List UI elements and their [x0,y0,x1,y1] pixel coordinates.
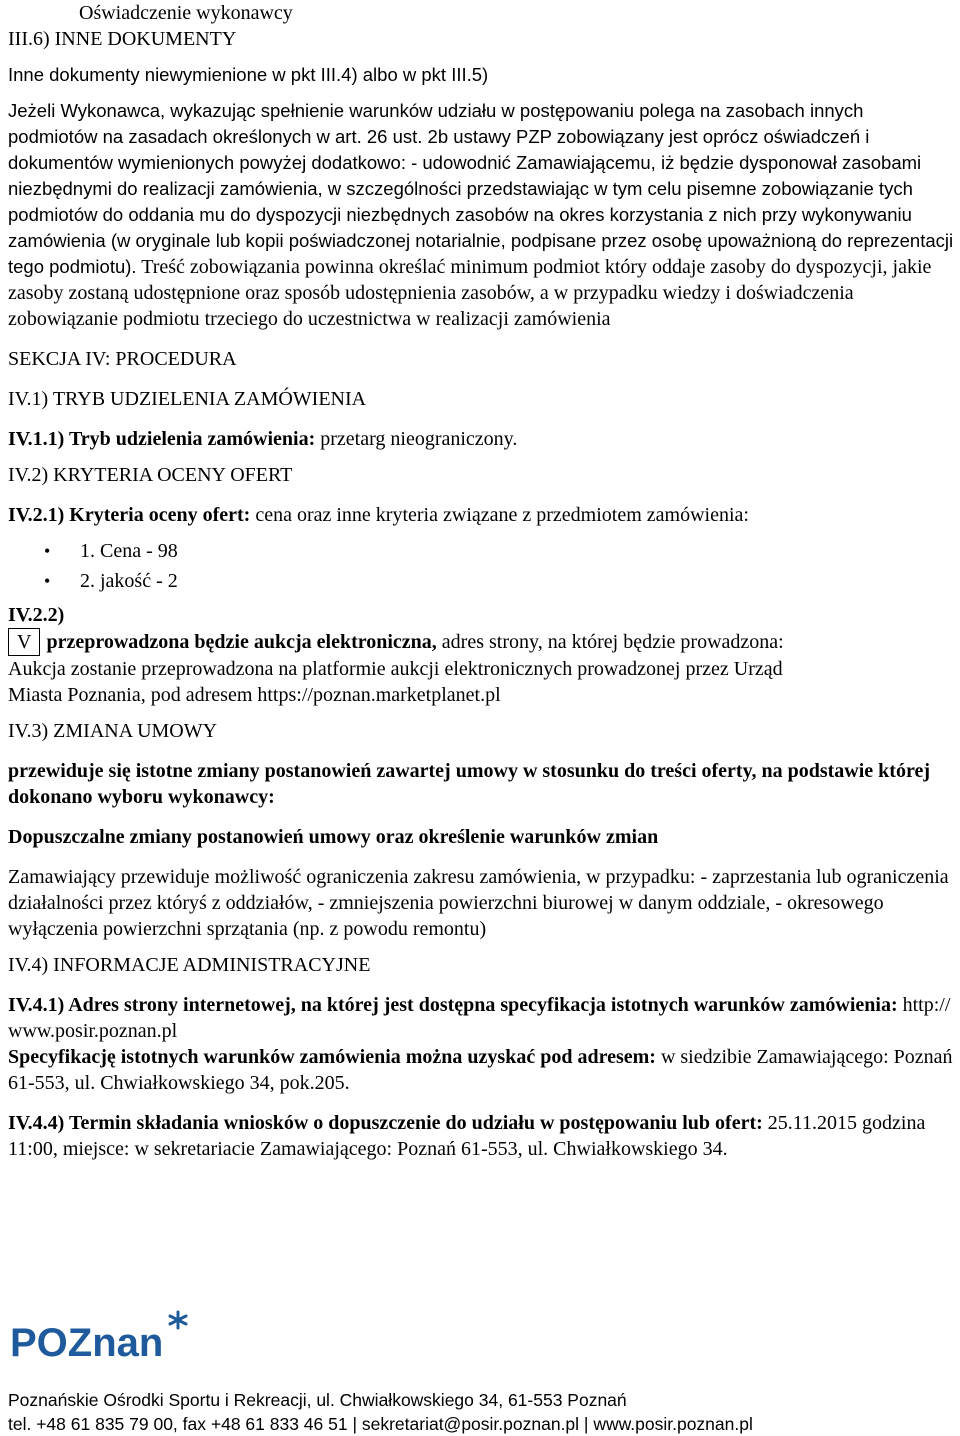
iii6-paragraph-b: Treść zobowiązania powinna określać minimum podmiot który oddaje zasoby do dyspozycji, jakie zasoby zostaną udostępnione oraz sposób udostępnienia zasobów, a w przypadku wiedzy i doświadczenia zobowiązanie podmiotu trzeciego do uczestnictwa w realizacji zamówienia [8,256,932,330]
iv11-value: przetarg nieograniczony. [315,428,518,450]
criteria-item: • 2. jakość - 2 [44,566,956,596]
iv41-label-2: Specyfikację istotnych warunków zamówienia można uzyskać pod adresem: [8,1046,656,1068]
iv21-line [8,502,956,528]
iv41-paragraph-2 [8,1044,956,1096]
iv3-bold-line: Dopuszczalne zmiany postanowień umowy oraz określenie warunków zmian [8,826,659,848]
iv3-heading: IV.3) ZMIANA UMOWY [8,720,218,742]
criteria-item: • 1. Cena - 98 [44,536,956,566]
iv44-label: IV.4.4) Termin składania wniosków o dopuszczenie do udziału w postępowaniu lub ofert: [8,1112,763,1134]
iii6-text: Inne dokumenty niewymienione w pkt III.4) albo w pkt III.5) [8,64,489,85]
iv1-heading: IV.1) TRYB UDZIELENIA ZAMÓWIENIA [8,388,367,410]
iv2-heading: IV.2) KRYTERIA OCENY OFERT [8,464,293,486]
iii6-paragraph-a: Jeżeli Wykonawca, wykazując spełnienie warunków udziału w postępowaniu polega na zasobach innych podmiotów na zasadach określonych w art. 26 ust. 2b ustawy PZP zobowiązany jest oprócz oświadczeń i dokumentów wymienionych powyżej dodatkowo: - udowodnić Zamawiającemu, iż będzie dysponował zasobami niezbędnymi do realizacji zamówienia, w szczególności przedstawiając w tym celu pisemne zobowiązanie tych podmiotów do oddania mu do dyspozycji niezbędnych zasobów na okres korzystania z nich przy wykonywaniu zamówienia (w oryginale lub kopii poświadczonej notarialnie, podpisane przez osobę upoważnioną do reprezentacji tego podmiotu). [8,100,954,277]
iv41-label: IV.4.1) Adres strony internetowej, na której jest dostępna specyfikacja istotnych warunków zamówienia: [8,994,898,1016]
document-body [8,0,956,1162]
iv41-value-2: w siedzibie Zamawiającego: Poznań 61-553, ul. Chwiałkowskiego 34, pok.205. [8,1046,953,1094]
iv4-heading: IV.4) INFORMACJE ADMINISTRACYJNE [8,954,371,976]
iv22-rest: adres strony, na której będzie prowadzona: [436,631,784,653]
iv21-label: IV.2.1) Kryteria oceny ofert: [8,504,251,526]
iv22-bold: przeprowadzona będzie aukcja elektroniczna, [46,631,437,653]
iv11-label: IV.1.1) Tryb udzielenia zamówienia: [8,428,316,450]
auction-checkbox: V [8,628,40,656]
iii6-paragraph [8,98,956,332]
poznan-logo [8,1308,193,1366]
iv22-line2: Aukcja zostanie przeprowadzona na platformie aukcji elektronicznych prowadzonej przez Urząd [8,658,783,680]
iv21-value: cena oraz inne kryteria związane z przedmiotem zamówienia: [250,504,749,526]
iv44-paragraph [8,1110,956,1162]
iv22-line3: Miasta Poznania, pod adresem https://poznan.marketplanet.pl [8,684,501,706]
section-iii6-heading: III.6) INNE DOKUMENTY [8,28,237,50]
doc-top-line: Oświadczenie wykonawcy [79,2,293,24]
iv41-value: http:// www.posir.poznan.pl [8,994,951,1042]
iv22-label: IV.2.2) [8,604,65,626]
section-iv-heading: SEKCJA IV: PROCEDURA [8,348,237,370]
iv41-paragraph [8,992,956,1044]
footer-contact: tel. +48 61 835 79 00, fax +48 61 833 46 51 | sekretariat@posir.poznan.pl | www.posir.poznan.pl [8,1414,753,1434]
footer [8,1308,956,1436]
criteria-list [8,536,956,596]
iv44-value: 25.11.2015 godzina 11:00, miejsce: w sekretariacie Zamawiającego: Poznań 61-553, ul. Chwiałkowskiego 34. [8,1112,926,1160]
iv3-text: Zamawiający przewiduje możliwość ograniczenia zakresu zamówienia, w przypadku: - zaprzestania lub ograniczenia działalności przez któryś z oddziałów, - zmniejszenia powierzchni biurowej w danym oddziale, - okresowego wyłączenia powierzchni sprzątania (np. z powodu remontu) [8,866,949,940]
logo-text: POZnan [10,1321,164,1365]
iv22-line [8,628,956,656]
iv3-bold-paragraph: przewiduje się istotne zmiany postanowień zawartej umowy w stosunku do treści oferty, na podstawie której dokonano wyboru wykonawcy: [8,760,930,808]
iv11-line [8,426,956,452]
logo-star-icon [170,1312,186,1328]
footer-address: Poznańskie Ośrodki Sportu i Rekreacji, ul. Chwiałkowskiego 34, 61-553 Poznań [8,1390,627,1410]
